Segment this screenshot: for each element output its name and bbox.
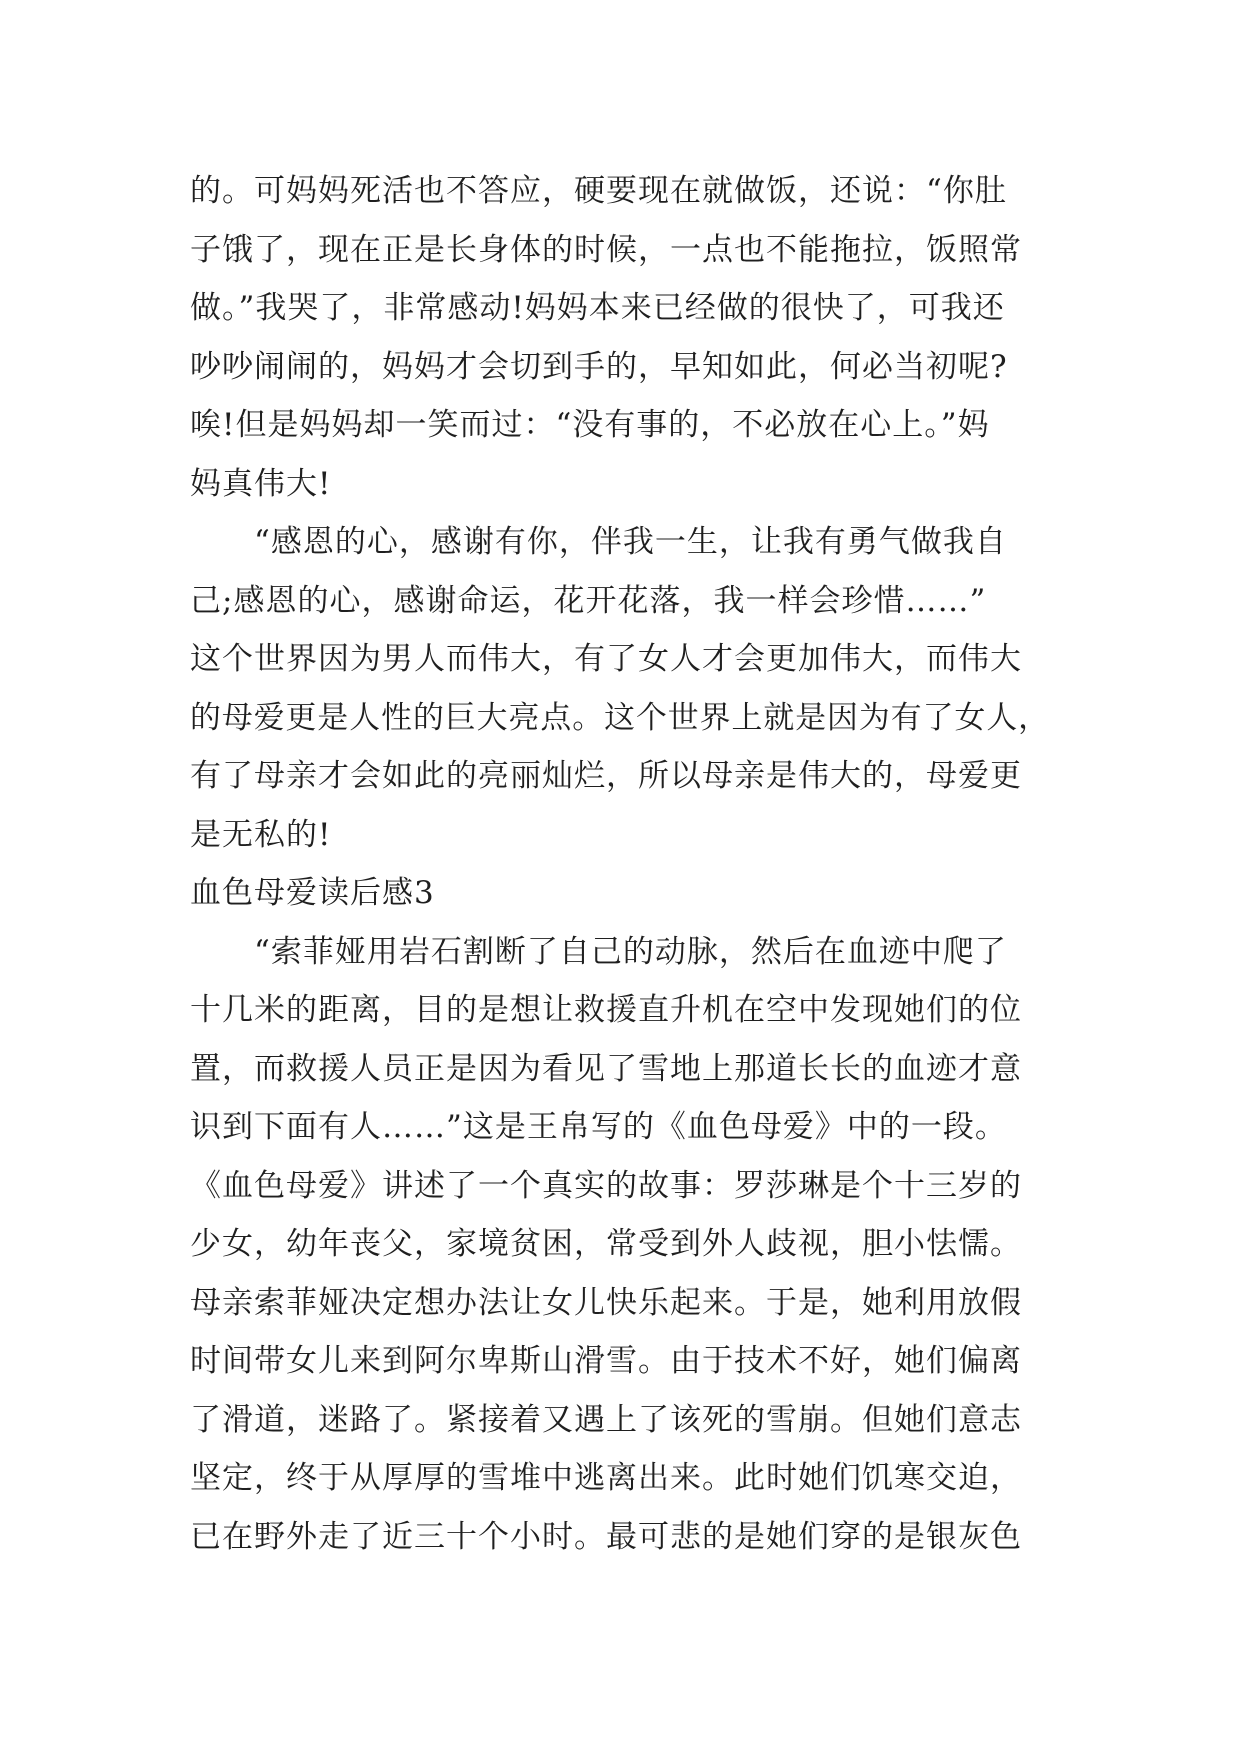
text-line: 母亲索菲娅决定想办法让女儿快乐起来。于是，她利用放假 <box>190 1284 1022 1321</box>
text-line: 时间带女儿来到阿尔卑斯山滑雪。由于技术不好，她们偏离 <box>190 1343 1022 1379</box>
text-line: 己;感恩的心，感谢命运，花开花落，我一样会珍惜……” <box>190 582 987 619</box>
section-heading: 血色母爱读后感3 <box>190 875 435 911</box>
text-line: 识到下面有人……”这是王帛写的《血色母爱》中的一段。 <box>190 1109 1007 1145</box>
text-line: 妈真伟大! <box>190 465 332 502</box>
text-line: 的。可妈妈死活也不答应，硬要现在就做饭，还说：“你肚 <box>190 173 1007 209</box>
document-body <box>190 162 1050 1566</box>
text-line: 唉!但是妈妈却一笑而过：“没有事的，不必放在心上。”妈 <box>190 407 990 443</box>
text-line: “感恩的心，感谢有你，伴我一生，让我有勇气做我自 <box>254 524 1007 560</box>
text-line: 子饿了，现在正是长身体的时候，一点也不能拖拉，饭照常 <box>190 231 1022 268</box>
paragraph-1 <box>190 162 1050 513</box>
text-line: 的母爱更是人性的巨大亮点。这个世界上就是因为有了女人， <box>190 699 1051 736</box>
text-line: “索菲娅用岩石割断了自己的动脉，然后在血迹中爬了 <box>254 933 1007 970</box>
text-line: 是无私的! <box>190 816 332 853</box>
text-line: 坚定，终于从厚厚的雪堆中逃离出来。此时她们饥寒交迫， <box>190 1460 1022 1496</box>
text-line: 这个世界因为男人而伟大，有了女人才会更加伟大，而伟大 <box>190 641 1022 677</box>
text-line: 做。”我哭了，非常感动!妈妈本来已经做的很快了，可我还 <box>190 290 1005 326</box>
text-line: 置，而救援人员正是因为看见了雪地上那道长长的血迹才意 <box>190 1050 1022 1087</box>
text-line: 了滑道，迷路了。紧接着又遇上了该死的雪崩。但她们意志 <box>190 1401 1022 1438</box>
text-line: 十几米的距离，目的是想让救援直升机在空中发现她们的位 <box>190 992 1022 1028</box>
text-line: 有了母亲才会如此的亮丽灿烂，所以母亲是伟大的，母爱更 <box>190 758 1022 794</box>
paragraph-3 <box>190 923 1050 1567</box>
paragraph-2 <box>190 513 1050 864</box>
text-line: 《血色母爱》讲述了一个真实的故事：罗莎琳是个十三岁的 <box>190 1167 1022 1204</box>
text-line: 吵吵闹闹的，妈妈才会切到手的，早知如此，何必当初呢? <box>190 348 1008 385</box>
text-line: 已在野外走了近三十个小时。最可悲的是她们穿的是银灰色 <box>190 1518 1022 1555</box>
text-line: 少女，幼年丧父，家境贫困，常受到外人歧视，胆小怯懦。 <box>190 1226 1022 1262</box>
